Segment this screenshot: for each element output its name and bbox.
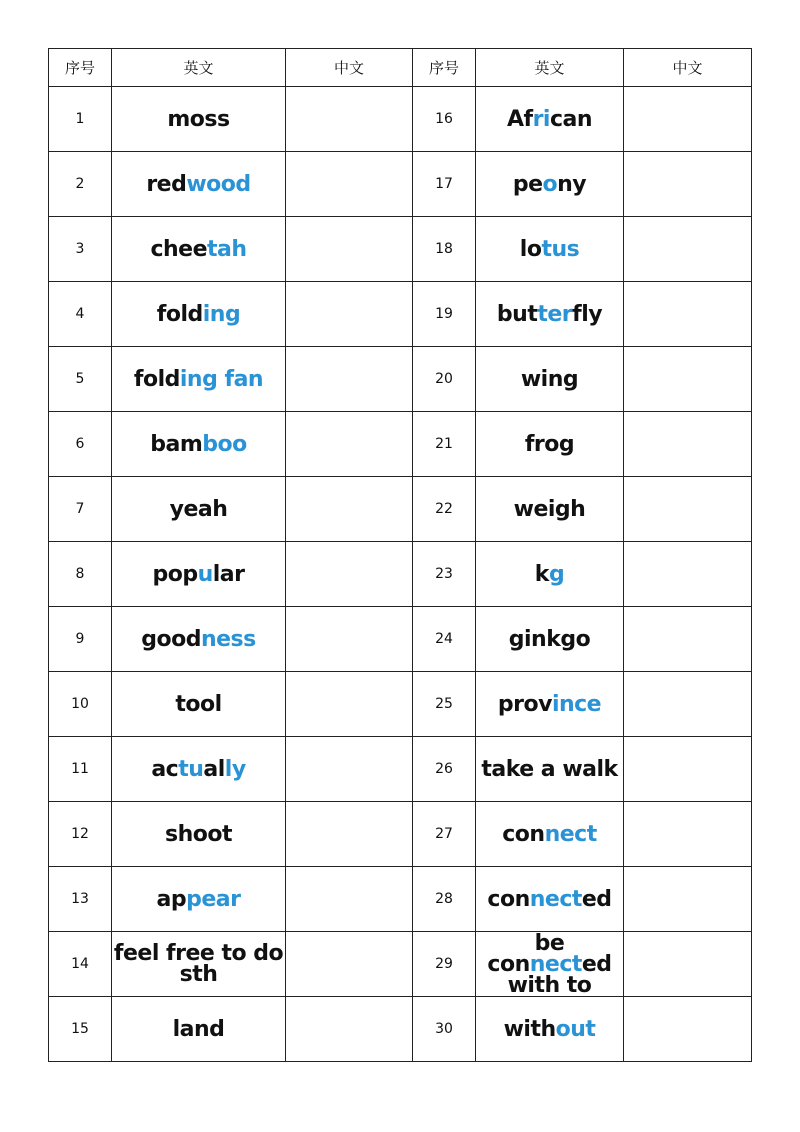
table-row bbox=[49, 152, 752, 217]
row-number: 6 bbox=[49, 412, 112, 477]
word-segment: moss bbox=[167, 106, 230, 132]
word-segment: feel free to do sth bbox=[113, 941, 284, 987]
highlighted-syllable: o bbox=[542, 171, 558, 197]
table-row bbox=[49, 867, 752, 932]
table-row bbox=[49, 607, 752, 672]
row-number: 5 bbox=[49, 347, 112, 412]
word-segment: fold bbox=[156, 301, 203, 327]
word-segment: yeah bbox=[169, 496, 228, 522]
highlighted-syllable: u bbox=[197, 561, 213, 587]
word-segment: ny bbox=[557, 171, 587, 197]
row-number: 30 bbox=[413, 997, 476, 1062]
chinese-answer-cell[interactable] bbox=[624, 607, 752, 672]
word-segment: chee bbox=[150, 236, 207, 262]
word-segment: k bbox=[534, 561, 549, 587]
header-number-right: 序号 bbox=[413, 49, 476, 87]
word-segment: con bbox=[487, 886, 530, 912]
word-segment: pop bbox=[152, 561, 198, 587]
chinese-answer-cell[interactable] bbox=[286, 347, 413, 412]
english-word bbox=[112, 802, 286, 867]
table-row bbox=[49, 87, 752, 152]
row-number: 7 bbox=[49, 477, 112, 542]
english-word bbox=[112, 217, 286, 282]
row-number: 19 bbox=[413, 282, 476, 347]
row-number: 14 bbox=[49, 932, 112, 997]
row-number: 16 bbox=[413, 87, 476, 152]
english-word bbox=[112, 932, 286, 997]
table-row bbox=[49, 347, 752, 412]
row-number: 23 bbox=[413, 542, 476, 607]
english-word bbox=[112, 477, 286, 542]
english-word bbox=[476, 737, 624, 802]
highlighted-syllable: ly bbox=[224, 756, 246, 782]
table-header bbox=[49, 49, 752, 87]
word-segment: red bbox=[146, 171, 187, 197]
highlighted-syllable: ince bbox=[551, 691, 602, 717]
header-english-right: 英文 bbox=[476, 49, 624, 87]
chinese-answer-cell[interactable] bbox=[624, 477, 752, 542]
highlighted-syllable: pear bbox=[186, 886, 241, 912]
row-number: 8 bbox=[49, 542, 112, 607]
word-segment: pe bbox=[512, 171, 543, 197]
table-row bbox=[49, 282, 752, 347]
chinese-answer-cell[interactable] bbox=[624, 87, 752, 152]
row-number: 24 bbox=[413, 607, 476, 672]
table-row bbox=[49, 477, 752, 542]
word-segment: can bbox=[549, 106, 593, 132]
row-number: 13 bbox=[49, 867, 112, 932]
table-body bbox=[49, 87, 752, 1062]
row-number: 1 bbox=[49, 87, 112, 152]
chinese-answer-cell[interactable] bbox=[286, 152, 413, 217]
chinese-answer-cell[interactable] bbox=[624, 412, 752, 477]
word-segment: ginkgo bbox=[508, 626, 591, 652]
header-number-left: 序号 bbox=[49, 49, 112, 87]
word-segment: tool bbox=[175, 691, 222, 717]
highlighted-syllable: out bbox=[555, 1016, 596, 1042]
english-word bbox=[112, 282, 286, 347]
row-number: 20 bbox=[413, 347, 476, 412]
english-word bbox=[112, 867, 286, 932]
row-number: 22 bbox=[413, 477, 476, 542]
chinese-answer-cell[interactable] bbox=[286, 672, 413, 737]
english-word bbox=[112, 152, 286, 217]
word-segment: ed bbox=[581, 886, 612, 912]
row-number: 27 bbox=[413, 802, 476, 867]
word-segment: with bbox=[503, 1016, 556, 1042]
word-segment: land bbox=[172, 1016, 225, 1042]
chinese-answer-cell[interactable] bbox=[286, 477, 413, 542]
row-number: 29 bbox=[413, 932, 476, 997]
chinese-answer-cell[interactable] bbox=[286, 607, 413, 672]
chinese-answer-cell[interactable] bbox=[624, 152, 752, 217]
highlighted-syllable: nect bbox=[529, 951, 582, 977]
highlighted-syllable: tu bbox=[178, 756, 204, 782]
highlighted-syllable: tus bbox=[541, 236, 580, 262]
row-number: 28 bbox=[413, 867, 476, 932]
table-row bbox=[49, 802, 752, 867]
chinese-answer-cell[interactable] bbox=[624, 542, 752, 607]
word-segment: weigh bbox=[513, 496, 586, 522]
word-segment: shoot bbox=[164, 821, 232, 847]
table-row bbox=[49, 542, 752, 607]
english-word bbox=[476, 802, 624, 867]
english-word bbox=[476, 607, 624, 672]
english-word bbox=[476, 867, 624, 932]
word-segment: but bbox=[496, 301, 538, 327]
header-english-left: 英文 bbox=[112, 49, 286, 87]
row-number: 15 bbox=[49, 997, 112, 1062]
chinese-answer-cell[interactable] bbox=[286, 217, 413, 282]
row-number: 9 bbox=[49, 607, 112, 672]
english-word bbox=[476, 347, 624, 412]
row-number: 26 bbox=[413, 737, 476, 802]
word-segment: Af bbox=[506, 106, 533, 132]
chinese-answer-cell[interactable] bbox=[286, 997, 413, 1062]
chinese-answer-cell[interactable] bbox=[624, 737, 752, 802]
highlighted-syllable: nect bbox=[544, 821, 597, 847]
chinese-answer-cell[interactable] bbox=[624, 282, 752, 347]
english-word bbox=[476, 542, 624, 607]
english-word bbox=[112, 87, 286, 152]
chinese-answer-cell[interactable] bbox=[286, 542, 413, 607]
english-word bbox=[112, 347, 286, 412]
word-segment: fly bbox=[572, 301, 603, 327]
highlighted-syllable: nect bbox=[529, 886, 582, 912]
english-word bbox=[476, 412, 624, 477]
chinese-answer-cell[interactable] bbox=[286, 802, 413, 867]
table-row bbox=[49, 932, 752, 997]
chinese-answer-cell[interactable] bbox=[286, 87, 413, 152]
chinese-answer-cell[interactable] bbox=[286, 737, 413, 802]
table-row bbox=[49, 217, 752, 282]
highlighted-syllable: ter bbox=[537, 301, 573, 327]
table-row bbox=[49, 737, 752, 802]
english-word bbox=[112, 412, 286, 477]
english-word bbox=[112, 542, 286, 607]
chinese-answer-cell[interactable] bbox=[286, 282, 413, 347]
english-word bbox=[476, 997, 624, 1062]
english-word bbox=[476, 477, 624, 542]
word-segment: ac bbox=[151, 756, 179, 782]
row-number: 18 bbox=[413, 217, 476, 282]
english-word bbox=[112, 997, 286, 1062]
english-word bbox=[112, 607, 286, 672]
english-word bbox=[112, 737, 286, 802]
english-word bbox=[476, 152, 624, 217]
english-word bbox=[112, 672, 286, 737]
chinese-answer-cell[interactable] bbox=[286, 932, 413, 997]
word-segment: prov bbox=[497, 691, 552, 717]
row-number: 21 bbox=[413, 412, 476, 477]
highlighted-syllable: ness bbox=[200, 626, 256, 652]
header-chinese-right: 中文 bbox=[624, 49, 752, 87]
chinese-answer-cell[interactable] bbox=[624, 347, 752, 412]
table-row bbox=[49, 997, 752, 1062]
table-row bbox=[49, 672, 752, 737]
chinese-answer-cell[interactable] bbox=[624, 867, 752, 932]
vocabulary-table bbox=[48, 48, 752, 1062]
english-word bbox=[476, 932, 624, 997]
word-segment: ed with to bbox=[507, 951, 612, 997]
english-word bbox=[476, 87, 624, 152]
chinese-answer-cell[interactable] bbox=[286, 867, 413, 932]
chinese-answer-cell[interactable] bbox=[624, 802, 752, 867]
row-number: 12 bbox=[49, 802, 112, 867]
word-segment: frog bbox=[524, 431, 575, 457]
chinese-answer-cell[interactable] bbox=[624, 997, 752, 1062]
chinese-answer-cell[interactable] bbox=[286, 412, 413, 477]
english-word bbox=[476, 672, 624, 737]
highlighted-syllable: boo bbox=[202, 431, 247, 457]
english-word bbox=[476, 217, 624, 282]
row-number: 17 bbox=[413, 152, 476, 217]
row-number: 25 bbox=[413, 672, 476, 737]
header-row bbox=[49, 49, 752, 87]
word-segment: bam bbox=[150, 431, 203, 457]
word-segment: al bbox=[203, 756, 225, 782]
row-number: 10 bbox=[49, 672, 112, 737]
header-chinese-left: 中文 bbox=[286, 49, 413, 87]
table-row bbox=[49, 412, 752, 477]
chinese-answer-cell[interactable] bbox=[624, 932, 752, 997]
word-segment: lar bbox=[212, 561, 245, 587]
word-segment: fold bbox=[133, 366, 180, 392]
word-segment: be con bbox=[487, 931, 565, 977]
chinese-answer-cell[interactable] bbox=[624, 672, 752, 737]
highlighted-syllable: wood bbox=[186, 171, 251, 197]
highlighted-syllable: ri bbox=[532, 106, 550, 132]
row-number: 4 bbox=[49, 282, 112, 347]
word-segment: lo bbox=[519, 236, 542, 262]
word-segment: ap bbox=[156, 886, 187, 912]
chinese-answer-cell[interactable] bbox=[624, 217, 752, 282]
word-segment: wing bbox=[520, 366, 579, 392]
word-segment: con bbox=[502, 821, 545, 847]
row-number: 3 bbox=[49, 217, 112, 282]
english-word bbox=[476, 282, 624, 347]
highlighted-syllable: g bbox=[548, 561, 565, 587]
row-number: 11 bbox=[49, 737, 112, 802]
row-number: 2 bbox=[49, 152, 112, 217]
word-segment: good bbox=[141, 626, 201, 652]
word-segment: take a walk bbox=[481, 756, 618, 782]
highlighted-syllable: ing fan bbox=[179, 366, 264, 392]
highlighted-syllable: tah bbox=[207, 236, 247, 262]
highlighted-syllable: ing bbox=[202, 301, 241, 327]
